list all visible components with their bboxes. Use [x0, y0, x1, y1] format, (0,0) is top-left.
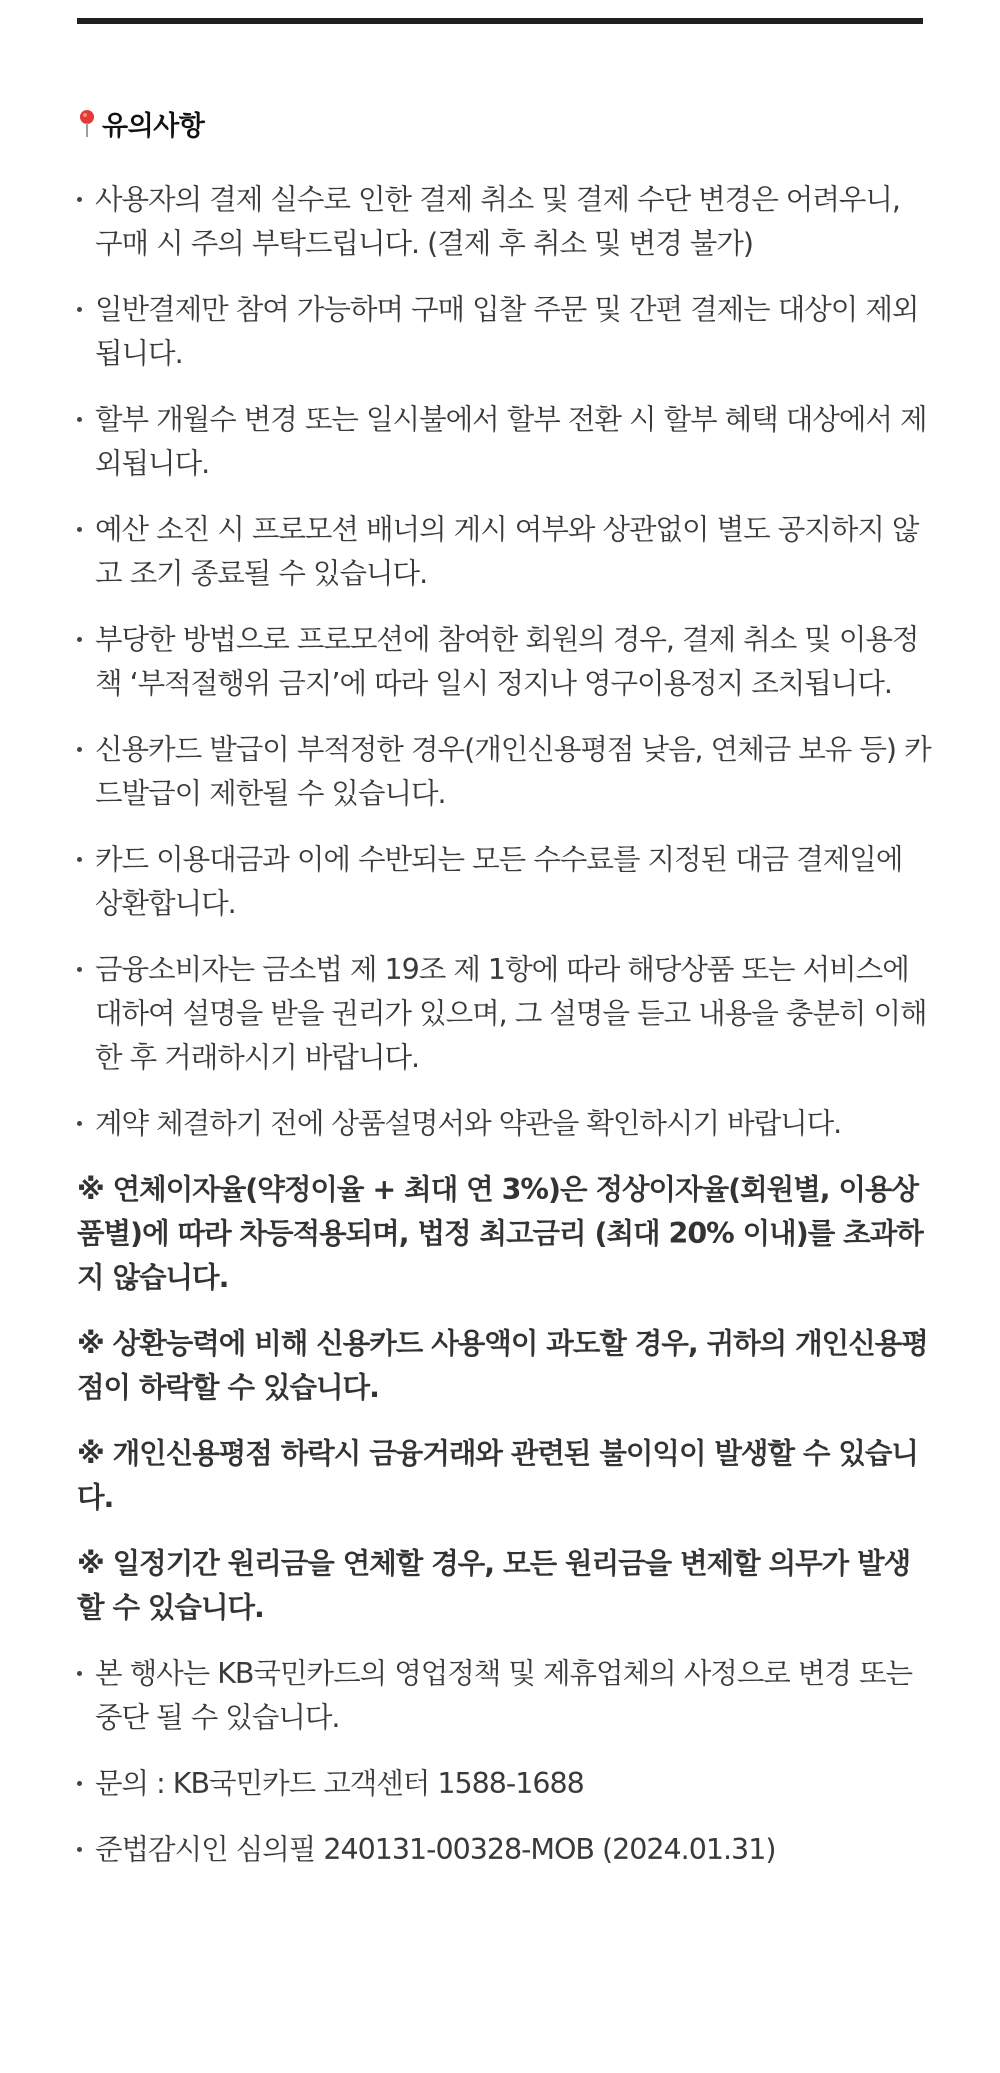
notice-list: [77, 178, 933, 1872]
notice-item: 신용카드 발급이 부적정한 경우(개인신용평점 낮음, 연체금 보유 등) 카드발급이 제한될 수 있습니다.: [77, 728, 933, 816]
notice-title: 유의사항: [102, 110, 205, 142]
notice-item: 계약 체결하기 전에 상품설명서와 약관을 확인하시기 바랍니다.: [77, 1102, 933, 1146]
notice-item: 본 행사는 KB국민카드의 영업정책 및 제휴업체의 사정으로 변경 또는 중단 될 수 있습니다.: [77, 1652, 933, 1740]
compliance-item: 준법감시인 심의필 240131-00328-MOB (2024.01.31): [77, 1828, 933, 1872]
notice-item: 금융소비자는 금소법 제 19조 제 1항에 따라 해당상품 또는 서비스에 대하여 설명을 받을 권리가 있으며, 그 설명을 듣고 내용을 충분히 이해한 후 거래하시기 바랍니다.: [77, 948, 933, 1080]
pushpin-icon: [77, 106, 97, 140]
section-divider: [77, 18, 923, 24]
notice-item: 부당한 방법으로 프로모션에 참여한 회원의 경우, 결제 취소 및 이용정책 ‘부적절행위 금지’에 따라 일시 정지나 영구이용정지 조치됩니다.: [77, 618, 933, 706]
notice-item: 사용자의 결제 실수로 인한 결제 취소 및 결제 수단 변경은 어려우니, 구매 시 주의 부탁드립니다. (결제 후 취소 및 변경 불가): [77, 178, 933, 266]
notice-item: 카드 이용대금과 이에 수반되는 모든 수수료를 지정된 대금 결제일에 상환합니다.: [77, 838, 933, 926]
notice-item: 할부 개월수 변경 또는 일시불에서 할부 전환 시 할부 혜택 대상에서 제외됩니다.: [77, 398, 933, 486]
warning-item: ※ 연체이자율(약정이율 + 최대 연 3%)은 정상이자율(회원별, 이용상품별)에 따라 차등적용되며, 법정 최고금리 (최대 20% 이내)를 초과하지 않습니다.: [77, 1173, 923, 1294]
warning-item: ※ 개인신용평점 하락시 금융거래와 관련된 불이익이 발생할 수 있습니다.: [77, 1437, 918, 1514]
warning-item: ※ 상환능력에 비해 신용카드 사용액이 과도할 경우, 귀하의 개인신용평점이 하락할 수 있습니다.: [77, 1327, 928, 1404]
contact-item: 문의 : KB국민카드 고객센터 1588-1688: [77, 1762, 933, 1806]
warning-item: ※ 일정기간 원리금을 연체할 경우, 모든 원리금을 변제할 의무가 발생할 수 있습니다.: [77, 1547, 911, 1624]
notice-item: 일반결제만 참여 가능하며 구매 입찰 주문 및 간편 결제는 대상이 제외됩니다.: [77, 288, 933, 376]
notice-heading: [77, 100, 933, 146]
notice-section: [77, 100, 933, 1894]
notice-item: 예산 소진 시 프로모션 배너의 게시 여부와 상관없이 별도 공지하지 않고 조기 종료될 수 있습니다.: [77, 508, 933, 596]
